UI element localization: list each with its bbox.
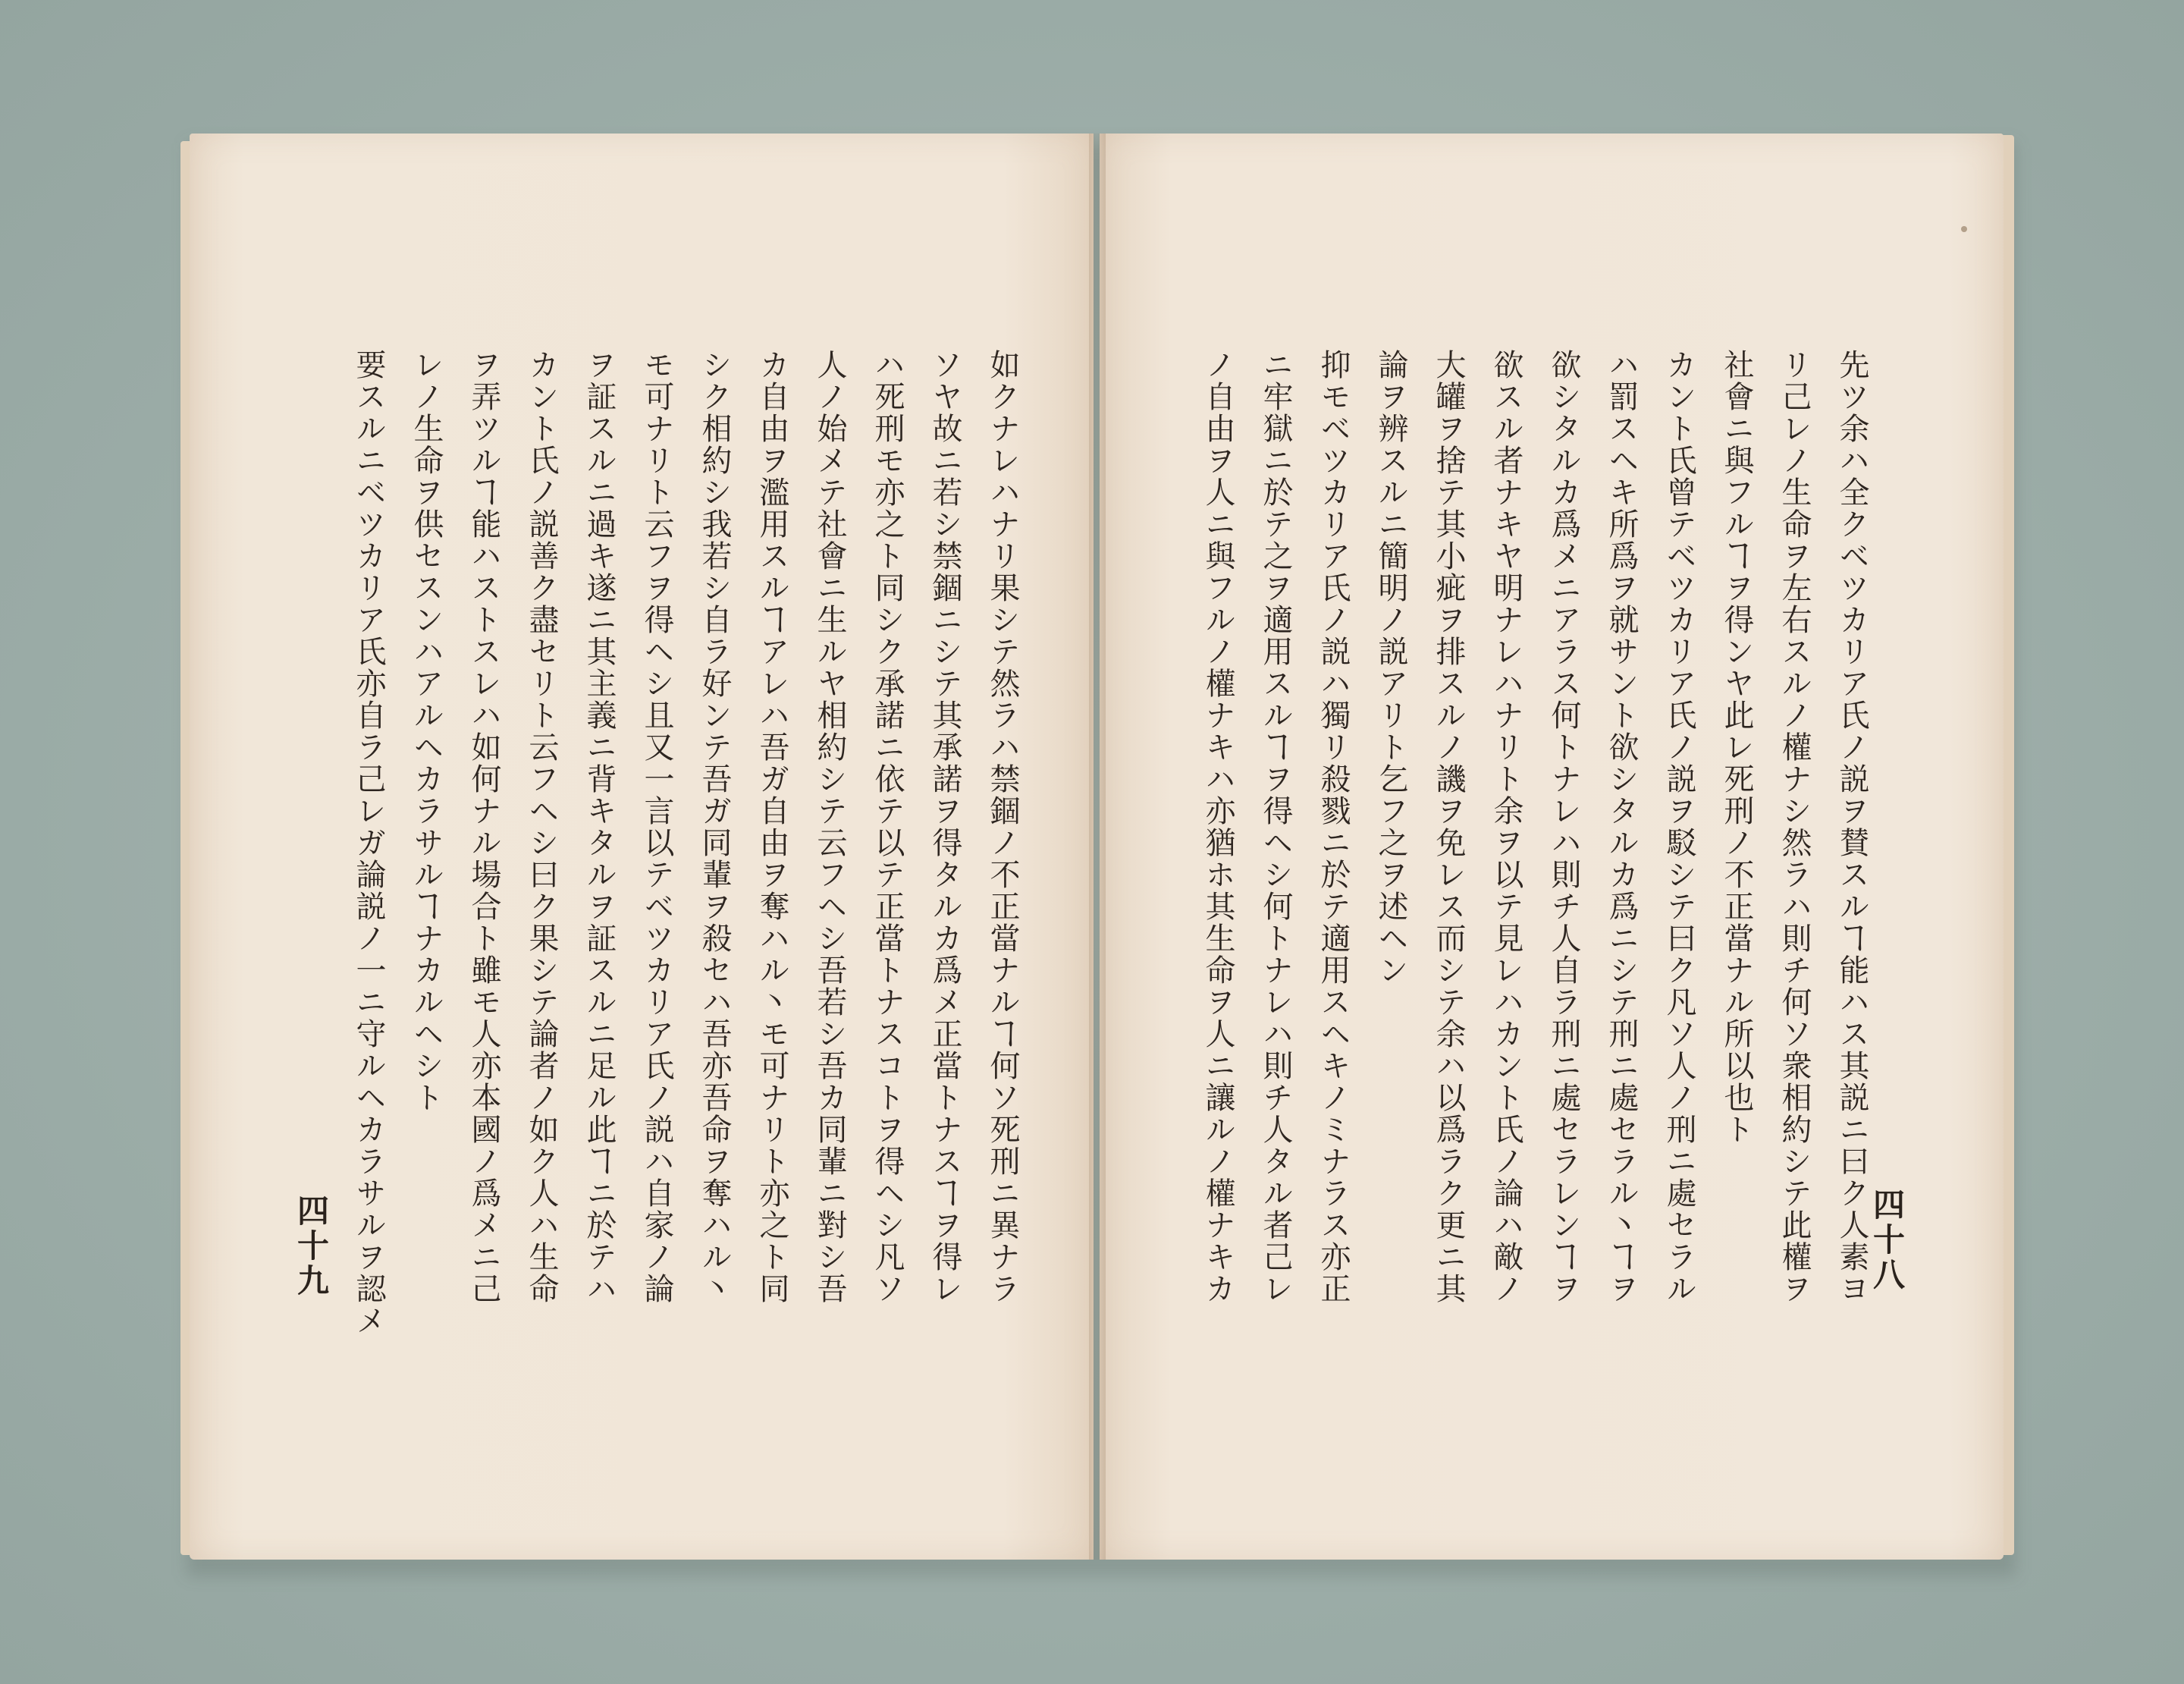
text-column: ハ罰スヘキ所爲ヲ就サント欲シタルカ爲ニシテ刑ニ處セラル丶ヿヲ — [1604, 349, 1639, 1305]
text-column: 如クナレハナリ果シテ然ラハ禁錮ノ不正當ナルヿ何ソ死刑ニ異ナラ — [985, 349, 1020, 1305]
left-page-text — [326, 349, 1031, 1441]
text-column: 欲シタルカ爲メニアラス何トナレハ則チ人自ラ刑ニ處セラレンヿヲ — [1546, 349, 1581, 1305]
text-column: レノ生命ヲ供セスンハアルヘカラサルヿナカルヘシト — [409, 349, 444, 1114]
text-column: 人ノ始メテ社會ニ生ルヤ相約シテ云フヘシ吾若シ吾カ同輩ニ對シ吾 — [812, 349, 847, 1305]
text-column: カ自由ヲ濫用スルヿアレハ吾ガ自由ヲ奪ハル丶モ可ナリト亦之ト同 — [755, 349, 789, 1305]
text-column: 論ヲ辨スルニ簡明ノ説アリト乞フ之ヲ述ヘン — [1373, 349, 1408, 986]
right-page-edge — [2002, 135, 2014, 1555]
text-column: ニ牢獄ニ於テ之ヲ適用スルヿヲ得ヘシ何トナレハ則チ人タル者己レ — [1258, 349, 1293, 1305]
text-column: 要スルニベツカリア氏亦自ラ己レガ論説ノ一ニ守ルヘカラサルヲ認メ — [351, 349, 386, 1337]
text-column: カント氏曾テベツカリア氏ノ説ヲ駁シテ曰ク凡ソ人ノ刑ニ處セラル — [1662, 349, 1696, 1305]
text-column: モ可ナリト云フヲ得ヘシ且又一言以テベツカリア氏ノ説ハ自家ノ論 — [639, 349, 674, 1305]
book-gutter — [1089, 134, 1106, 1560]
text-column: 大罐ヲ捨テ其小疵ヲ排スルノ譏ヲ免レス而シテ余ハ以爲ラク更ニ其 — [1431, 349, 1466, 1305]
text-column: カント氏ノ説善ク盡セリト云フヘシ曰ク果シテ論者ノ如ク人ハ生命 — [524, 349, 559, 1305]
page-number-left: 四十九 — [293, 1194, 330, 1299]
text-column: 欲スル者ナキヤ明ナレハナリト余ヲ以テ見レハカント氏ノ論ハ敵ノ — [1489, 349, 1523, 1305]
paper-fleck — [1961, 226, 1967, 232]
text-column: ヲ弄ツルヿ能ハストスレハ如何ナル場合ト雖モ人亦本國ノ爲メニ己 — [466, 349, 501, 1305]
page-number-right: 四十八 — [1869, 1188, 1906, 1293]
text-column: リ己レノ生命ヲ左右スルノ權ナシ然ラハ則チ何ソ衆相約シテ此權ヲ — [1777, 349, 1812, 1305]
text-column: ヲ証スルニ過キ遂ニ其主義ニ背キタルヲ証スルニ足ル此ヿニ於テハ — [582, 349, 617, 1305]
text-column: 抑モベツカリア氏ノ説ハ獨リ殺戮ニ於テ適用スヘキノミナラス亦正 — [1316, 349, 1351, 1305]
text-column: ハ死刑モ亦之ト同シク承諾ニ依テ以テ正當トナスコトヲ得ヘシ凡ソ — [870, 349, 905, 1305]
text-column: シク相約シ我若シ自ラ好ンテ吾ガ同輩ヲ殺セハ吾亦吾命ヲ奪ハル丶 — [697, 349, 732, 1305]
text-column: ノ自由ヲ人ニ與フルノ權ナキハ亦猶ホ其生命ヲ人ニ讓ルノ權ナキカ — [1200, 349, 1235, 1305]
text-column: ソヤ故ニ若シ禁錮ニシテ其承諾ヲ得タルカ爲メ正當トナスヿヲ得レ — [927, 349, 962, 1305]
text-column: 社會ニ與フルヿヲ得ンヤ此レ死刑ノ不正當ナル所以也ト — [1719, 349, 1754, 1145]
text-column: 先ツ余ハ全クベツカリア氏ノ説ヲ賛スルヿ能ハス其説ニ曰ク人素ヨ — [1834, 349, 1869, 1305]
right-page-text — [1168, 349, 1881, 1441]
